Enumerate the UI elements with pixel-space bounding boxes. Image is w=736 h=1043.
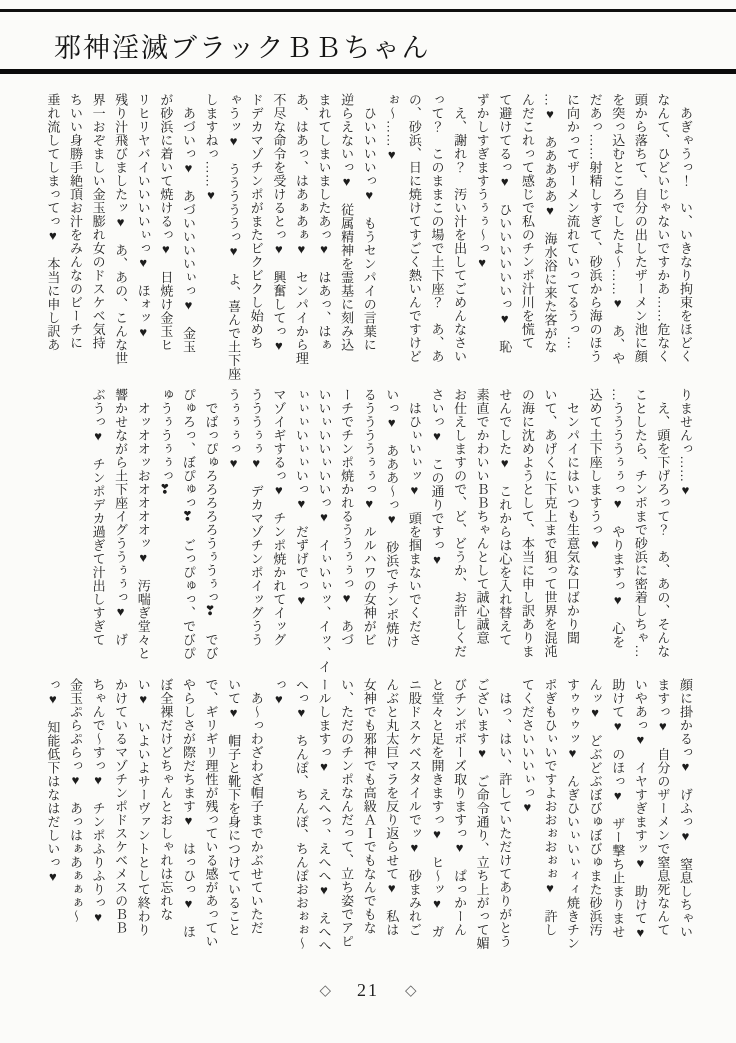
text-column: ーチでチンポ焼かれるううぅぅっ♥ あづ <box>339 388 355 647</box>
text-column: うぅぅぅっ♥ <box>226 388 242 471</box>
text-column: 女神でも邪神でも高級ＡＩでもなんでもな <box>361 678 377 935</box>
text-column: ちゃんで〜すっ♥ チンポふりふりっ♥ <box>90 678 106 925</box>
diamond-right-icon: ◇ <box>405 983 417 999</box>
text-column: いっ♥ あああ〜っ♥ 砂浜でチンポ焼け <box>384 388 400 649</box>
text-column: んだこれって感じで私のチンポ汁川を慌て <box>519 93 535 350</box>
text-band-bottom <box>41 678 696 974</box>
text-column: ぉ〜……♥ <box>384 93 400 163</box>
text-column: っ♥ <box>271 678 287 707</box>
text-column: ゅうぅうぅぅっ❣ <box>158 388 174 498</box>
text-column: と堂々と足を開きますっ♥ ヒ〜ッ♥ ガ <box>429 678 445 939</box>
text-column: いやあっ♥ イヤすぎますッ♥ 助けて♥ <box>632 678 648 941</box>
text-column: が砂浜に着いて焼けるっ♥ 日焼け金玉ヒ <box>158 93 174 352</box>
text-column: まれてしまいましたあっ♥ はあっ、はぁ <box>316 93 332 352</box>
text-column: ぼ全裸だけどちゃんとおしゃれは忘れな <box>158 678 174 921</box>
text-column: お仕えしますので、ど、どうか、お許しくだ <box>452 388 468 658</box>
text-column: オッオオッおオオオオッ♥ 汚喘ぎ堂々と <box>135 388 151 660</box>
text-column: ニ股ドスケベスタイルでッ♥ 砂まみれご <box>406 678 422 937</box>
text-column: 残り汁飛びましたッ♥ あ、あの、こんな世 <box>113 93 129 365</box>
text-column: 素直でかわいいＢＢちゃんとして誠心誠意 <box>474 388 490 645</box>
text-column: っ♥ 知能低下はなはだしいっ♥ <box>45 678 61 885</box>
text-column: の海に沈めようとして、本当に申し訳ありま <box>519 388 535 658</box>
text-column: はっ、はい、許していただけてありがとう <box>497 678 513 948</box>
text-column: ドデカマゾチンポがまたビクビクし始めち <box>248 93 264 350</box>
text-column: へっ♥ ちんぽ、ちんぽ、ちんぽおおぉぉ〜 <box>293 678 309 950</box>
text-column: ぴゅろっ、ぼぴゅっ❣ ごっぴゅっ、でびぴ <box>180 388 196 660</box>
text-column: で、ギリギリ理性が残っている感があってい <box>203 678 219 948</box>
text-column: って？ このままこの場で土下座？ あ、あ <box>429 93 445 363</box>
text-column: あ、はあっ、はあぁあぁ♥ センパイから理 <box>293 93 309 365</box>
text-column: に向かってザーメン流れていってるうっ… <box>565 93 581 350</box>
text-column: 響かせながら土下座イグううぅぅっ♥ げ <box>113 388 129 647</box>
text-column: なんて、ひどいじゃないですかあ……危なく <box>655 93 671 363</box>
text-column: ールしますっ♥ えへっ、えへへ♥ えへへ <box>316 678 332 952</box>
diamond-left-icon: ◇ <box>319 983 331 999</box>
text-column: しますねっ……♥ <box>203 93 219 203</box>
text-column: え、謝れ？ 汚い汁を出してごめんなさい <box>452 93 468 363</box>
text-column: ずかしすぎますうぅぅ〜っ♥ <box>474 93 490 271</box>
text-column: ますっ♥ 自分のザーメンで窒息死なんて <box>655 678 671 937</box>
page-title: 邪神淫滅ブラックＢＢちゃん <box>54 33 431 63</box>
text-column: さいっ♥ この通りですっ♥ <box>429 388 445 568</box>
text-column: を突っ込むところでしたよ〜……♥ あ、や <box>610 93 626 365</box>
text-column: の、砂浜、日に焼けてすごく熱いんですけど <box>406 93 422 363</box>
text-column: ちいい身勝手絶頂お汁をみんなのビーチに <box>67 93 83 350</box>
text-column: せんでした♥ これからは心を入れ替えて <box>497 388 513 647</box>
text-column: でばっぴゅろろろろろうぅうぅっ❣ でび <box>203 388 219 660</box>
text-column: 頭から落ちて、自分の出したザーメン池に顔 <box>632 93 648 363</box>
text-column: うううぅぅ♥ デカマゾチンポイッグうう <box>248 388 264 647</box>
text-column: ゃうッ♥ うううううっ♥ よ、喜んで土下座 <box>226 93 242 381</box>
text-column: 逆らえないっ♥ 従属精神を霊基に刻み込 <box>339 93 355 352</box>
text-column: んッ♥ どぶどぶぼびゅぼびゅまた砂浜汚 <box>587 678 603 937</box>
text-column: ぶうっ♥ チンポデカ過ぎて汁出しすぎて <box>90 388 106 647</box>
text-column: すゥゥゥッ♥ んぎひいぃいぃィィ焼きチン <box>565 678 581 950</box>
text-column: ポぎもひぃいですよおおぉおぉぉ♥ 許し <box>542 678 558 937</box>
text-column: …♥ あああああ♥ 海水浴に来た客がな <box>542 93 558 354</box>
text-column: てくださいいいぃっ♥ <box>519 678 535 815</box>
text-column: ぃぃぃいぃぃいっ♥ だずげでっ♥ <box>293 388 309 608</box>
text-column: ございます♥ ご命令通り、立ち上がって媚 <box>474 678 490 950</box>
text-column: センパイにはいつも生意気な口ばかり聞 <box>565 388 581 645</box>
header-divider-rule <box>0 69 736 74</box>
text-column: て避けてるっ♥ ひいいいいいいっ♥ 恥 <box>497 93 513 354</box>
text-column: い、ただのチンポなんだって、立ち姿でアピ <box>339 678 355 948</box>
text-column: 助けて♥ のほっ♥ ザー撃ち止まりませ <box>610 678 626 939</box>
text-column: りませんっ……♥ <box>678 388 693 498</box>
text-column: あぎゃうっ！ い、いきなり拘束をほどく <box>678 93 693 363</box>
text-column: い♥ いよいよサーヴァントとして終わり <box>135 678 151 937</box>
text-column: え、頭を下げろって？ あ、あの、そんな <box>655 388 671 658</box>
text-column: あづいっ♥ あづいいいいぃっ♥ 金玉 <box>180 93 196 354</box>
text-band-top <box>41 93 696 389</box>
text-column: ことしたら、チンポまで砂浜に密着しちゃ… <box>632 388 648 658</box>
text-column: はひぃいぃッ♥ 頭を掴まないでくださ <box>406 388 422 647</box>
text-column: かけているマゾチンポドスケベメスのＢＢ <box>113 678 129 935</box>
text-column: …ううううぅぅっ♥ やりますっ♥ 心を <box>610 388 626 649</box>
text-column: んぶと丸太巨マラを反り返らせて♥ 私は <box>384 678 400 937</box>
text-column: リヒリヤバイいいいいぃっ♥ ほォッ♥ <box>135 93 151 340</box>
text-column: びチンポポーズ取りますっ♥ ぱっかーん <box>452 678 468 937</box>
text-column: 顔に掛かるっ♥ げふっ♥ 窒息しちゃい <box>678 678 693 939</box>
text-column: ひいいいいっ♥ もうセンパイの言葉に <box>361 93 377 352</box>
text-column: いて、あげくに下克上まで狙って世界を混沌 <box>542 388 558 658</box>
text-column: 垂れ流してしまってっ♥ 本当に申し訳あ <box>45 93 61 352</box>
text-column: 界一おぞましい金玉膨れ女のドスケベ気持 <box>90 93 106 350</box>
page-footer <box>0 980 736 1001</box>
text-column: いて♥ 帽子と靴下を身につけていること <box>226 678 242 937</box>
page-number: 21 <box>357 980 379 1000</box>
text-band-middle <box>86 388 696 684</box>
text-column: だあっ……射精しすぎて、砂浜から海のほう <box>587 93 603 363</box>
text-column: 込めて土下座しますうっ♥ <box>587 388 603 552</box>
text-column: やらしさが際だちます♥ はっひっ♥ ほ <box>180 678 196 939</box>
text-column: マゾイギするっ♥ チンポ焼かれてイッグ <box>271 388 287 647</box>
text-column: るううううぅぅっ♥ ルルハワの女神がビ <box>361 388 377 647</box>
text-column: 金玉ぷらぷらっ♥ あっはぁあぁぁぁ〜 <box>67 678 83 923</box>
text-column: あ〜っわざわざ帽子までかぶせていただ <box>248 678 264 935</box>
text-column: いいぃいいぃいいっ♥ イぃいぃッ、イッ、イ <box>316 388 332 674</box>
top-border-rule <box>0 9 736 12</box>
text-column: 不尽な命令を受けるとっ♥ 興奮してっ♥ <box>271 93 287 354</box>
